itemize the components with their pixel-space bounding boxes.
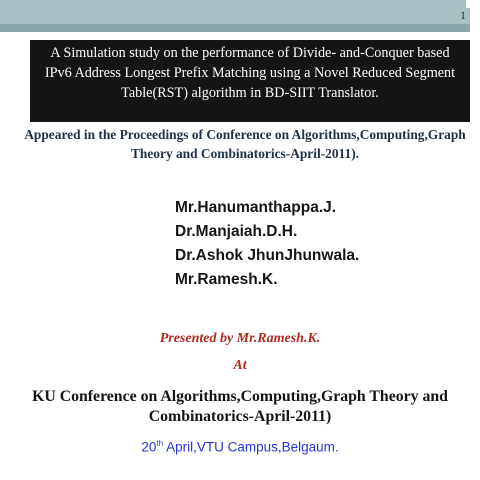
header-bar-notch — [466, 0, 480, 8]
conference-name: KU Conference on Algorithms,Computing,Graph Theory and Combinatorics-April-2011) — [32, 388, 448, 425]
author-item: Dr.Ashok JhunJhunwala. — [175, 247, 360, 264]
author-item: Mr.Ramesh.K. — [175, 271, 278, 288]
subtitle: Appeared in the Proceedings of Conference on Algorithms,Computing,Graph Theory and Combinatorics-April-2011). — [24, 127, 466, 161]
at-label: At — [233, 358, 247, 373]
date-location — [0, 435, 480, 457]
date-suffix: th — [156, 439, 164, 448]
author-item: Mr.Hanumanthappa.J. — [175, 199, 337, 216]
presented-by: Presented by Mr.Ramesh.K. — [159, 331, 321, 346]
header-bar-accent — [0, 24, 470, 32]
date-rest: April,VTU Campus,Belgaum. — [163, 439, 339, 455]
date-day: 20 — [141, 439, 157, 455]
title-box: A Simulation study on the performance of Divide- and-Conquer based IPv6 Address Longest Prefix Matching using a Novel Reduced Segment Table(RST) algorithm in BD-SIIT Translator. — [30, 40, 470, 122]
author-list — [175, 196, 435, 292]
author-item: Dr.Manjaiah.D.H. — [175, 223, 298, 240]
slide-number: 1 — [460, 8, 466, 22]
